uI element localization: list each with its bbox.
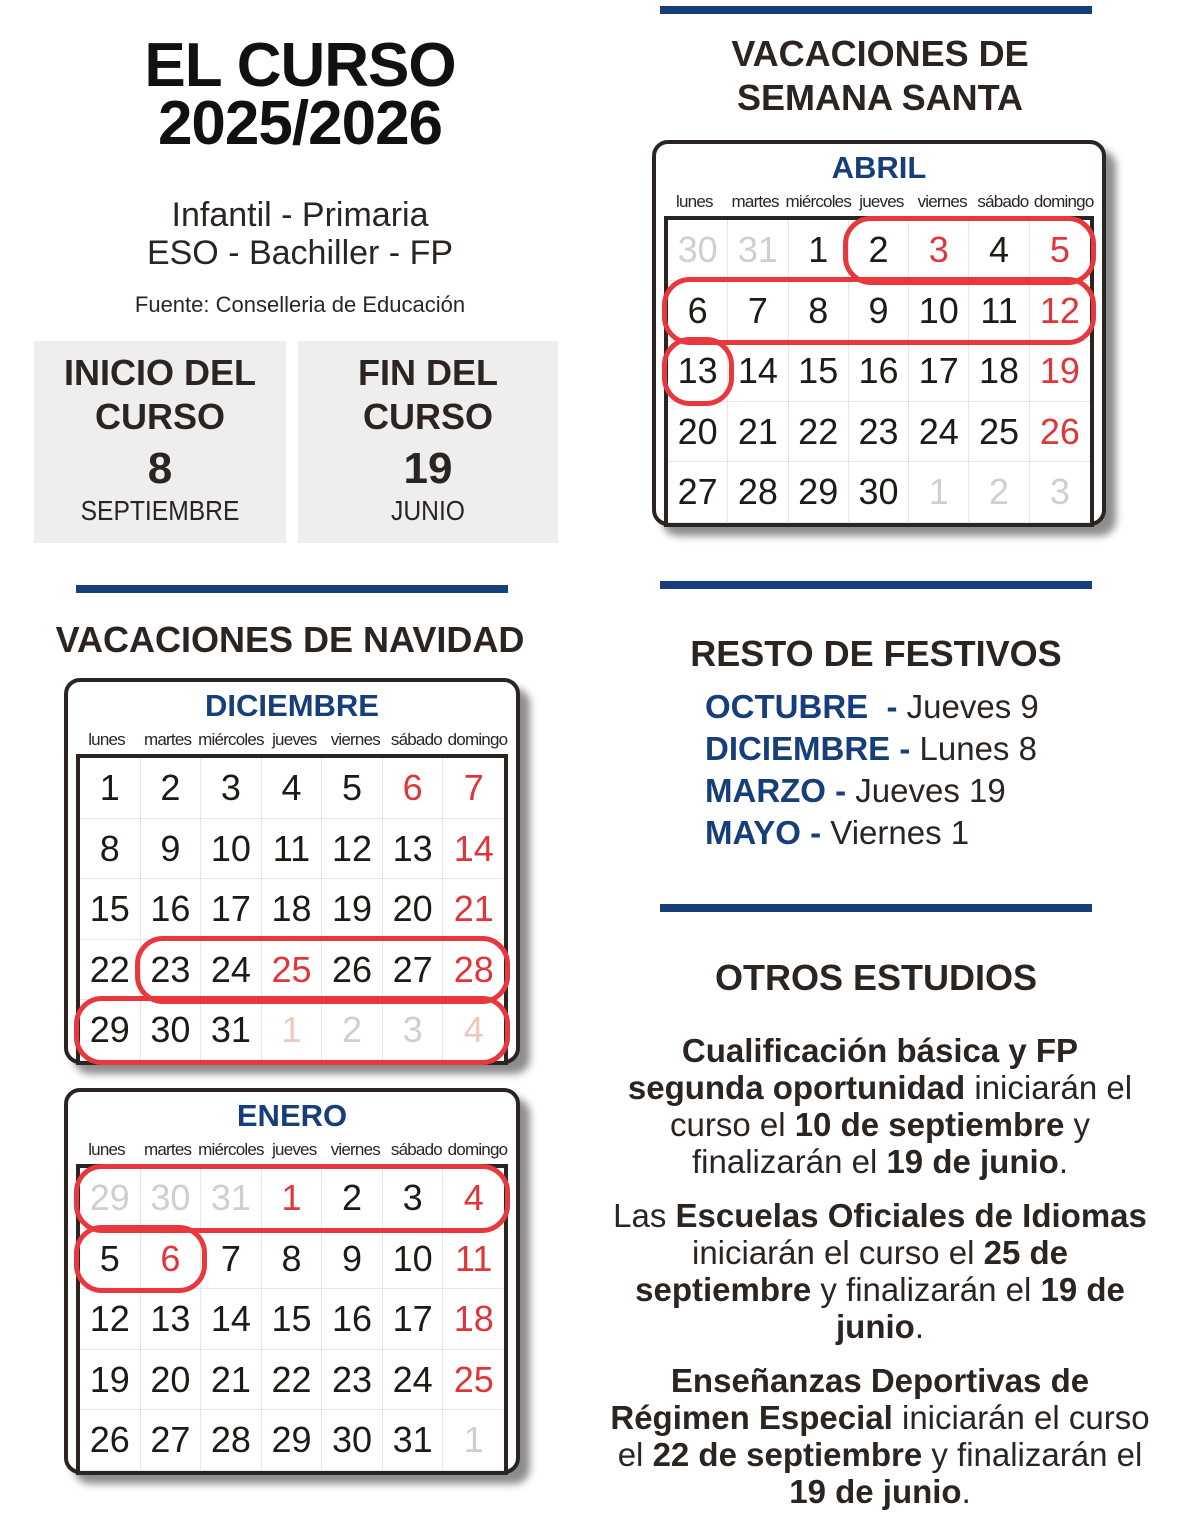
january-day-cell: 14 [201, 1289, 262, 1350]
january-weekday: domingo [447, 1140, 508, 1159]
april-day-cell: 28 [728, 462, 788, 523]
p3-bold-title: Enseñanzas Deportivas de Régimen Especial [610, 1362, 1090, 1436]
festivo-month: OCTUBRE - [705, 688, 898, 725]
p3-text-1: iniciarán el curso el [617, 1399, 1150, 1473]
january-day-cell: 5 [80, 1229, 141, 1290]
festivo-item [705, 812, 969, 854]
january-day-cell: 30 [141, 1168, 202, 1229]
start-label-line-2: CURSO [94, 396, 225, 437]
april-day-cell: 6 [668, 281, 728, 342]
april-weekday: domingo [1033, 192, 1094, 211]
end-day: 19 [403, 444, 453, 493]
festivo-day: Jueves 19 [846, 772, 1006, 809]
december-day-cell: 9 [141, 819, 202, 880]
december-day-grid [76, 754, 508, 1065]
december-weekday-header [76, 730, 508, 750]
end-month: JUNIO [391, 495, 465, 526]
january-weekday: martes [144, 1140, 192, 1159]
january-day-cell: 10 [383, 1229, 444, 1290]
p3-end-date: 19 de junio [789, 1473, 962, 1510]
end-label-line-1: FIN DEL [358, 352, 498, 393]
december-weekday: miércoles [198, 730, 264, 749]
april-day-cell: 31 [728, 220, 788, 281]
april-day-cell: 11 [969, 281, 1029, 342]
april-day-cell: 4 [969, 220, 1029, 281]
december-day-cell: 3 [383, 1000, 444, 1061]
december-day-cell: 8 [80, 819, 141, 880]
p1-period: . [1058, 1143, 1068, 1180]
start-label [34, 351, 286, 439]
january-weekday-header [76, 1140, 508, 1160]
april-day-cell: 29 [789, 462, 849, 523]
january-day-cell: 25 [443, 1350, 504, 1411]
april-day-cell: 23 [849, 402, 909, 463]
april-month-name: ABRIL [831, 150, 927, 185]
start-day: 8 [147, 444, 173, 493]
festivo-day: Viernes 1 [821, 814, 970, 851]
january-calendar [64, 1088, 520, 1474]
december-day-cell: 31 [201, 1000, 262, 1061]
january-weekday: viernes [330, 1140, 380, 1159]
april-day-cell: 1 [909, 462, 969, 523]
january-day-cell: 1 [262, 1168, 323, 1229]
festivo-item [705, 686, 1039, 728]
april-weekday: miércoles [785, 192, 852, 211]
january-day-cell: 30 [322, 1410, 383, 1471]
january-day-cell: 20 [141, 1350, 202, 1411]
april-day-cell: 18 [969, 341, 1029, 402]
festivo-month: MARZO - [705, 772, 847, 809]
december-day-cell: 23 [141, 940, 202, 1001]
p3-period: . [961, 1473, 971, 1510]
december-calendar [64, 678, 520, 1064]
otros-paragraph-fp [610, 1032, 1150, 1180]
january-day-cell: 26 [80, 1410, 141, 1471]
december-day-cell: 4 [262, 758, 323, 819]
january-weekday: jueves [272, 1140, 317, 1159]
easter-heading [630, 32, 1130, 120]
december-day-cell: 7 [443, 758, 504, 819]
april-weekday: lunes [676, 192, 713, 211]
divider-christmas [76, 585, 508, 593]
festivo-item [705, 728, 1037, 770]
start-month: SEPTIEMBRE [80, 495, 240, 526]
divider-festivos [660, 581, 1092, 589]
december-day-cell: 4 [443, 1000, 504, 1061]
p1-text-2: y finalizarán el [692, 1106, 1090, 1180]
december-weekday: martes [144, 730, 192, 749]
december-month-name: DICIEMBRE [205, 688, 379, 723]
december-day-cell: 18 [262, 879, 323, 940]
january-day-cell: 28 [201, 1410, 262, 1471]
page-title [40, 31, 560, 158]
title-line-2: 2025/2026 [157, 89, 443, 158]
p1-start-date: 10 de septiembre [794, 1106, 1065, 1143]
december-day-cell: 2 [141, 758, 202, 819]
april-calendar [652, 140, 1106, 526]
december-day-cell: 16 [141, 879, 202, 940]
december-weekday: sábado [390, 730, 442, 749]
december-weekday: viernes [330, 730, 380, 749]
april-day-cell: 5 [1030, 220, 1090, 281]
end-of-course-box [298, 341, 558, 543]
april-day-cell: 2 [849, 220, 909, 281]
start-label-line-1: INICIO DEL [63, 352, 256, 393]
p2-text-0: Las [613, 1197, 676, 1234]
january-day-cell: 29 [80, 1168, 141, 1229]
otros-heading: OTROS ESTUDIOS [714, 957, 1038, 998]
april-day-cell: 21 [728, 402, 788, 463]
otros-paragraph-eoi [610, 1197, 1150, 1345]
p1-bold-title: Cualificación básica y FP segunda oportunidad [627, 1032, 1079, 1106]
january-day-cell: 8 [262, 1229, 323, 1290]
december-day-cell: 20 [383, 879, 444, 940]
december-day-cell: 17 [201, 879, 262, 940]
january-day-cell: 29 [262, 1410, 323, 1471]
april-day-cell: 15 [789, 341, 849, 402]
january-day-cell: 16 [322, 1289, 383, 1350]
april-weekday-header [664, 192, 1094, 212]
april-day-cell: 17 [909, 341, 969, 402]
december-day-cell: 26 [322, 940, 383, 1001]
december-day-cell: 30 [141, 1000, 202, 1061]
january-day-cell: 17 [383, 1289, 444, 1350]
december-day-cell: 24 [201, 940, 262, 1001]
april-weekday: jueves [859, 192, 904, 211]
easter-heading-line-1: VACACIONES DE [731, 33, 1029, 74]
april-day-cell: 7 [728, 281, 788, 342]
april-day-cell: 27 [668, 462, 728, 523]
festivo-day: Jueves 9 [897, 688, 1039, 725]
january-day-cell: 11 [443, 1229, 504, 1290]
january-day-cell: 27 [141, 1410, 202, 1471]
december-day-cell: 27 [383, 940, 444, 1001]
december-day-cell: 21 [443, 879, 504, 940]
april-day-cell: 30 [849, 462, 909, 523]
january-day-cell: 9 [322, 1229, 383, 1290]
december-day-cell: 29 [80, 1000, 141, 1061]
december-day-cell: 6 [383, 758, 444, 819]
end-label-line-2: CURSO [362, 396, 493, 437]
p2-end-date: 19 de junio [836, 1271, 1125, 1345]
january-day-cell: 7 [201, 1229, 262, 1290]
january-day-cell: 31 [383, 1410, 444, 1471]
april-weekday: viernes [917, 192, 967, 211]
start-of-course-box [34, 341, 286, 543]
january-day-cell: 19 [80, 1350, 141, 1411]
january-day-cell: 13 [141, 1289, 202, 1350]
january-day-cell: 21 [201, 1350, 262, 1411]
festivo-month: DICIEMBRE - [705, 730, 911, 767]
april-day-cell: 8 [789, 281, 849, 342]
january-day-cell: 15 [262, 1289, 323, 1350]
april-day-cell: 9 [849, 281, 909, 342]
divider-top-right [660, 6, 1092, 14]
january-month-name: ENERO [236, 1098, 348, 1133]
december-day-cell: 2 [322, 1000, 383, 1061]
p2-bold-title: Escuelas Oficiales de Idiomas [675, 1197, 1147, 1234]
april-day-grid [664, 216, 1094, 527]
december-day-cell: 19 [322, 879, 383, 940]
april-weekday: martes [731, 192, 779, 211]
divider-otros [660, 904, 1092, 912]
january-day-cell: 4 [443, 1168, 504, 1229]
subtitle-line-1: Infantil - Primaria [171, 196, 429, 234]
april-day-cell: 1 [789, 220, 849, 281]
december-day-cell: 5 [322, 758, 383, 819]
source-note: Fuente: Conselleria de Educación [134, 292, 466, 317]
festivo-item [705, 770, 1006, 812]
april-day-cell: 3 [1030, 462, 1090, 523]
january-day-cell: 24 [383, 1350, 444, 1411]
january-day-cell: 6 [141, 1229, 202, 1290]
p2-text-1: iniciarán el curso el [691, 1234, 984, 1271]
december-day-cell: 15 [80, 879, 141, 940]
p3-start-date: 22 de septiembre [652, 1436, 923, 1473]
p2-text-2: y finalizarán el [811, 1271, 1041, 1308]
december-day-cell: 10 [201, 819, 262, 880]
subtitle-line-2: ESO - Bachiller - FP [146, 234, 454, 272]
subtitle [40, 196, 560, 272]
april-day-cell: 22 [789, 402, 849, 463]
festivo-month: MAYO - [705, 814, 822, 851]
december-day-cell: 28 [443, 940, 504, 1001]
p2-start-date: 25 de septiembre [635, 1234, 1069, 1308]
easter-heading-line-2: SEMANA SANTA [737, 77, 1023, 118]
december-day-cell: 22 [80, 940, 141, 1001]
december-day-cell: 14 [443, 819, 504, 880]
end-label [298, 351, 558, 439]
december-day-cell: 3 [201, 758, 262, 819]
april-day-cell: 19 [1030, 341, 1090, 402]
p3-text-2: y finalizarán el [922, 1436, 1143, 1473]
december-weekday: domingo [447, 730, 508, 749]
december-day-cell: 25 [262, 940, 323, 1001]
april-day-cell: 3 [909, 220, 969, 281]
april-day-cell: 24 [909, 402, 969, 463]
otros-paragraph-deportivas [610, 1362, 1150, 1510]
december-weekday: lunes [88, 730, 125, 749]
january-weekday: sábado [390, 1140, 442, 1159]
january-weekday: lunes [88, 1140, 125, 1159]
april-day-cell: 16 [849, 341, 909, 402]
p1-end-date: 19 de junio [886, 1143, 1059, 1180]
january-day-cell: 12 [80, 1289, 141, 1350]
january-day-cell: 23 [322, 1350, 383, 1411]
april-weekday: sábado [977, 192, 1029, 211]
december-day-cell: 12 [322, 819, 383, 880]
january-day-cell: 22 [262, 1350, 323, 1411]
april-day-cell: 10 [909, 281, 969, 342]
december-weekday: jueves [272, 730, 317, 749]
january-weekday: miércoles [198, 1140, 264, 1159]
p1-text-1: iniciarán el curso el [669, 1069, 1133, 1143]
april-day-cell: 20 [668, 402, 728, 463]
april-day-cell: 25 [969, 402, 1029, 463]
festivos-heading: RESTO DE FESTIVOS [690, 633, 1062, 674]
april-day-cell: 2 [969, 462, 1029, 523]
december-day-cell: 11 [262, 819, 323, 880]
january-day-cell: 31 [201, 1168, 262, 1229]
january-day-cell: 2 [322, 1168, 383, 1229]
december-day-cell: 13 [383, 819, 444, 880]
january-day-cell: 3 [383, 1168, 444, 1229]
april-day-cell: 13 [668, 341, 728, 402]
april-day-cell: 26 [1030, 402, 1090, 463]
december-day-cell: 1 [262, 1000, 323, 1061]
january-day-cell: 1 [443, 1410, 504, 1471]
december-day-cell: 1 [80, 758, 141, 819]
april-day-cell: 14 [728, 341, 788, 402]
april-day-cell: 12 [1030, 281, 1090, 342]
title-line-1: EL CURSO [144, 31, 456, 100]
april-day-cell: 30 [668, 220, 728, 281]
festivo-day: Lunes 8 [910, 730, 1037, 767]
january-day-cell: 18 [443, 1289, 504, 1350]
christmas-heading: VACACIONES DE NAVIDAD [55, 619, 525, 660]
p2-period: . [914, 1308, 924, 1345]
january-day-grid [76, 1164, 508, 1475]
